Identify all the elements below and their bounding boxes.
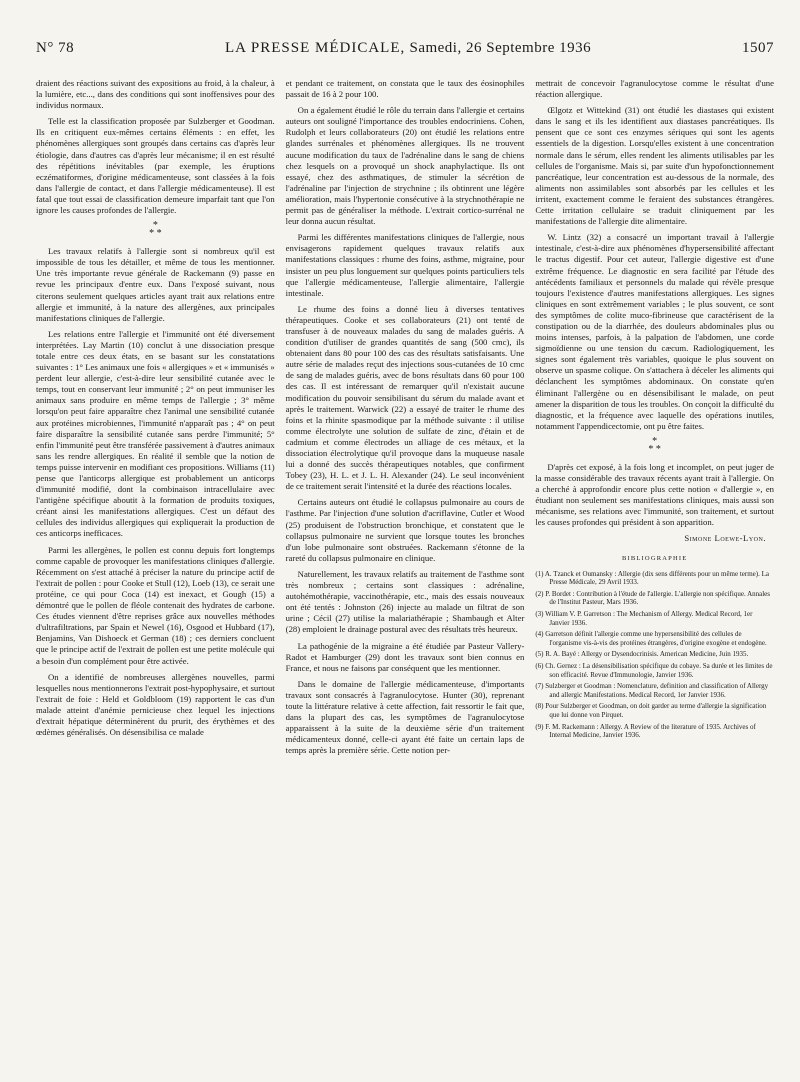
paragraph: et pendant ce traitement, on constata que le taux des éosinophiles passait de 16 à 2 pour 100. xyxy=(285,78,525,100)
bibliography-entry: (7) Sulzberger et Goodman : Nomenclature, definition and classification of Allergy and allergic Manifestations. Medical Record, 1er Janvier 1936. xyxy=(535,682,769,699)
paragraph: D'après cet exposé, à la fois long et incomplet, on peut juger de la masse considérable des travaux récents ayant trait à l'allergie. On a cherché à approfondir encore plus cette notion « d'allergie », en étudiant non seulement ses manifestations cliniques, mais aussi son mécanisme, ses relations avec l'immunité, son traitement, et surtout les causes profondes qui président à son apparition. xyxy=(535,461,775,528)
paragraph: Parmi les différentes manifestations cliniques de l'allergie, nous envisagerons rapidement quelques travaux relatifs aux manifestations classiques : rhume des foins, asthme, migraine, pour insister un peu plus longuement sur quelques points particuliers tels que l'allergie médicamenteuse, l'allergie alimentaire, l'allergie intestinale. xyxy=(285,232,525,298)
column-3 xyxy=(535,78,774,761)
paragraph: Les relations entre l'allergie et l'immunité ont été diversement interprétées. Lay Martin (10) conclut à une dissociation presque totale entre ces deux états, en se basant sur les constatations suivantes : 1° Les animaux une fois « allergiques » et « immunisés » perdent leur allergie, c'est-à-dire leur sensibilité cutanée avec le temps, tout en conservant leur immunité ; 2° on peut immuniser les animaux sans produire en même temps de l'allergie ; 3° même lorsqu'on peut faire apparaître chez l'animal une sensibilité cutanée aux protéines microbiennes, l'immunité n'apparaît pas ; 4° on peut faire disparaître la sensibilité cutanée sans perdre l'immunité; 5° enfin l'immunité peut être transférée passivement à d'autres animaux sans les rendre allergiques. En réalité il semble que la notion de temps puisse intervenir en modifiant ces propositions. Williams (11) pense que l'anticorps allergique est probablement un anticorps d'immunité modifié, dont la combinaison intracellulaire avec l'antigène spécifique aboutit à la formation de produits toxiques, créant ainsi les manifestations allergiques. C'est un défaut des cellules des individus allergiques qui expliquerait la production de ces anticorps inefficaces. xyxy=(36,328,275,539)
column-1 xyxy=(36,78,275,761)
paragraph: Le rhume des foins a donné lieu à diverses tentatives thérapeutiques. Cooke et ses collaborateurs (21) ont tenté de transfuser à de nouveaux malades du sang de malades guéris. A condition d'utiliser de grandes quantités de sang (500 cmc), ils obtenaient dans 80 pour 100 des cas des résultats satisfaisants. Une autre série de malades reçut des injections sous-cutanées de 10 cmc de sang de malades guéris, avec de bons résultats dans 60 pour 100 des cas. Il est intéressant de remarquer qu'il n'existait aucune modification du pouvoir sensibilisant du sérum du malade avant et après le traitement. Warwick (22) a essayé de traiter le rhume des foins et la rhinite spasmodique par la méthode suivante : il utilise comme électrolyte une solution de sulfate de zinc, d'étain et de cadmium et comme électrodes un alliage de ces métaux, et la dissociation électrolytique qu'il provoque dans la muqueuse nasale lui a donné des succès thérapeutiques notables, que confirment Tobey (23), H. L. et J. L. H. Alexander (24). Le seul inconvénient de ce traitement serait l'intensité et la durée des réactions locales. xyxy=(285,303,525,492)
paragraph: On a identifié de nombreuses allergènes nouvelles, parmi lesquelles nous mentionnerons l'extrait post-hypophysaire, et surtout l'extrait de foie : Held et Goldbloom (19) rapportent le cas d'un malade atteint d'anémie pernicieuse chez lequel les injections d'extrait hépatique déterminèrent du prurit, des érythèmes et des œdèmes généralisés. On désensibilisa ce malade xyxy=(36,671,275,738)
bibliography-entry: (6) Ch. Gernez : La désensibilisation spécifique du cobaye. Sa durée et les limites de son efficacité. Revue d'Immunologie, Janvier 1936. xyxy=(535,662,773,679)
section-separator: * * * xyxy=(149,220,162,240)
paragraph: W. Lintz (32) a consacré un important travail à l'allergie intestinale, c'est-à-dire aux phénomènes d'hypersensibilité affectant le tractus digestif. Pour cet auteur, l'allergie digestive est d'une extrême fréquence. Le diagnostic en sera facilité par l'étude des antécédents familiaux et personnels du malade qui révèle presque toujours l'existence d'autres manifestations allergiques. Les signes cliniques en sont extrêmement variables ; le plus souvent, ce sont des symptômes de colite muco-fibrineuse que caractérisent de la constipation ou de la diarrhée, des douleurs abdominales plus ou moins intenses, parfois, à la palpation de l'abdomen, une corde sigmoïdienne ou une tension du cæcum. Radiologiquement, les signes sont également très variables, quoique le plus souvent on observe un spasme colique. On s'attachera à déceler les aliments qui déclanchent les symptômes abdominaux. On constate qu'en éliminant l'allergène ou en désensibilisant le malade, on peut amener la disparition de tous les troubles. On conçoit la difficulté du diagnostic, et la fréquence avec laquelle des opérations inutiles, notamment l'appendicectomie, ont pu être faites. xyxy=(535,232,775,431)
issue-number: N° 78 xyxy=(36,40,75,56)
journal-title xyxy=(225,40,591,57)
paragraph: Œlgotz et Wittekind (31) ont étudié les diastases qui existent dans le sang et ils les identifient aux diastases pancréatiques. Ils pensent que ce sont ces enzymes sériques qui sont les agents essentiels de la digestion. Lorsqu'elles existent à une concentration normale dans le sérum, elles rendent les aliments utilisables par les cellules de l'organisme. Mais si, par suite d'un hypofonctionnement pancréatique, leur concentration est au-dessous de la normale, des aliments non assimilables sont absorbés par les cellules et les irritent, exactement comme le feraient des substances étrangères. Cette irritation cellulaire se traduit cliniquement par les manifestations de l'allergie dite alimentaire. xyxy=(535,105,775,227)
paragraph: Les travaux relatifs à l'allergie sont si nombreux qu'il est impossible de tous les détailler, et même de tous les mentionner. Une très importante revue générale de Rackemann (9) passe en revue les principaux d'entre eux. Dans l'exposé suivant, nous citerons seulement quelques articles ayant trait aux relations entre allergie et immunité, à la nature des allergènes, aux principales manifestations cliniques de l'allergie. xyxy=(36,246,275,323)
paragraph: La pathogénie de la migraine a été étudiée par Pasteur Vallery-Radot et Hamburger (29) dont les travaux sont bien connus en France, et nous ne faisons par conséquent que les mentionner. xyxy=(285,640,525,673)
page-number: 1507 xyxy=(742,40,774,56)
article-columns xyxy=(36,78,774,761)
issue-date: Samedi, 26 Septembre 1936 xyxy=(409,40,592,56)
paragraph: mettrait de concevoir l'agranulocytose comme le résultat d'une réaction allergique. xyxy=(535,78,775,100)
column-2 xyxy=(286,78,525,761)
section-separator: * * * xyxy=(648,435,661,455)
bibliography-entry: (8) Pour Sulzberger et Goodman, on doit garder au terme d'allergie la signification que lui donne von Pirquet. xyxy=(535,702,767,719)
paragraph: Telle est la classification proposée par Sulzberger et Goodman. Ils en critiquent eux-mêmes certains éléments : en effet, les phénomènes allergiques sont groupés dans certains cas d'après leur étiologie, dans d'autres cas d'après leur mécanisme; il en est résulté des répétitions inévitables (par exemple, les éruptions eczématiformes, d'origine médicamenteuse, sont classées à la fois dans l'allergie de contact, et dans l'allergie médicamenteuse). Il est fatal que tout essai de classification demeure imparfait tant que l'on ignore les causes profondes de l'allergie. xyxy=(36,116,275,216)
paragraph: Dans le domaine de l'allergie médicamenteuse, d'importants travaux sont consacrés à l'agranulocytose. Hunter (30), reprenant toute la littérature relative à cette affection, fait ressortir le fait que, dans la plupart des cas, les symptômes de l'agranulocytose apparaissent à la suite de la deuxième série d'un traitement médicamenteux donné, celle-ci ayant été faite un certain laps de temps après la première série. Cette notion per- xyxy=(285,678,525,756)
bibliography-entry: (1) A. Tzanck et Oumansky : Allergie (dix sens différents pour un même terme). La Presse Médicale, 29 Avril 1933. xyxy=(535,569,770,587)
paragraph: Certains auteurs ont étudié le collapsus pulmonaire au cours de l'asthme. Par l'injection d'une solution d'acriflavine, Cutler et Wood (25) produisent de l'obstruction bronchique, et constatent que le collapsus pulmonaire ne survient que lorsque toutes les bronches d'un lobe pulmonaire sont obstruées. Rackemann s'étonne de la rareté du collapsus pulmonaire en clinique. xyxy=(285,497,525,563)
author-signature: Simone Loewe-Lyon. xyxy=(684,533,767,544)
bibliography-entry: (9) F. M. Rackemann : Allergy. A Review of the literature of 1935. Archives of Internal Medicine, Janvier 1936. xyxy=(535,722,756,740)
page-header xyxy=(36,0,774,56)
bibliography-entry: (5) R. A. Bayé : Allergy or Dysendocrinisis. American Medicine, Juin 1935. xyxy=(535,650,749,659)
bibliography-entry: (3) William V. P. Garretson : The Mechanism of Allergy. Medical Record, 1er Janvier 1936. xyxy=(535,610,753,627)
paragraph: On a également étudié le rôle du terrain dans l'allergie et certains auteurs ont souligné l'importance des troubles endocriniens. Cohen, Rudolph et leurs collaborateurs (20) ont étudié les relations entre glandes surrénales et phénomènes allergiques. Ils ne trouvent aucune modification du taux de l'adrénaline dans le sang de chiens chez lesquels on a provoqué un shock anaphylactique. Ils ont essayé, chez des asthmatiques, de stimuler la sécrétion de l'adrénaline par l'injection de strychnine ; ils obtinrent une légère amélioration, mais l'hypertonie consécutive à la strychnothérapie ne permit pas de généraliser la méthode. L'extrait cortico-surrénal ne leur donna aucun résultat. xyxy=(285,105,525,227)
bibliography-title: BIBLIOGRAPHIE xyxy=(621,554,688,562)
bibliography-list xyxy=(535,570,774,740)
bibliography-entry: (4) Garretson définit l'allergie comme une hypersensibilité des cellules de l'organisme vis-à-vis des protéines étrangères, d'origine exogène et endogène. xyxy=(535,630,767,647)
journal-name: LA PRESSE MÉDICALE, xyxy=(224,40,406,56)
bibliography-entry: (2) P. Bordet : Contribution à l'étude de l'allergie. L'allergie non spécifique. Annales de l'Institut Pasteur, Mars 1936. xyxy=(535,589,771,607)
paragraph: Naturellement, les travaux relatifs au traitement de l'asthme sont très nombreux ; certains sont classiques : adrénaline, autohémothérapie, vaccinothérapie, etc., mais des essais nouveaux ont été tentés : Johnston (26) injecte au malade un filtrat de son urine ; Cécil (27) utilise la malariathérapie ; Shambaugh et Alter (28) emploient le drainage postural avec des résultats très heureux. xyxy=(285,568,525,635)
paragraph: draient des réactions suivant des expositions au froid, à la chaleur, à la lumière, etc..., dans des conditions qui sont inoffensives pour des individus normaux. xyxy=(36,78,275,111)
paragraph: Parmi les allergènes, le pollen est connu depuis fort longtemps comme capable de provoquer les manifestations cliniques d'allergie. Récemment on s'est attaché à préciser la nature du principe actif de l'extrait de pollen : pour Cooke et Stull (12), Loeb (13), ce serait une protéine, ce qui pour Coca (14) est inexact, et Gough (15) a démontré que le pollen de fléole contenait des hydrates de carbone. Ces études viennent d'être reprises grâce aux nouvelles méthodes d'ultrafiltrations, par Spain et Newel (16), Osgood et Hubbard (17), Benjamins, Van Dishoeck et German (18) ; ces derniers concluent que le principe actif de l'extrait de pollen est une petite molécule qui a besoin d'un complément pour être activée. xyxy=(36,544,275,666)
